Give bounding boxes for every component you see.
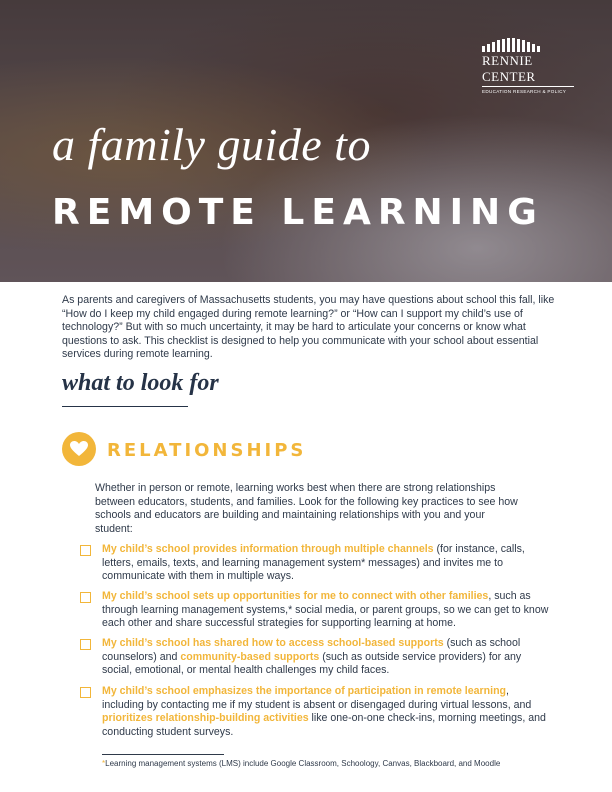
item-text: like one-on-one check-ins, morning meetings, and conducting student surveys.	[102, 712, 546, 738]
footnote-text: Learning management systems (LMS) include Google Classroom, Schoology, Canvas, Blackboard, and Moodle	[105, 759, 501, 768]
item-highlight: community-based supports	[180, 650, 320, 663]
logo-subtitle: EDUCATION RESEARCH & POLICY	[482, 86, 574, 94]
checklist-item	[80, 590, 550, 631]
item-text: , including by contacting me if my student is absent or disengaged during virtual lessons, and	[102, 685, 532, 711]
section-heading: what to look for	[62, 370, 219, 396]
item-text: (such as outside service providers) for any social, emotional, or mental health challenges my child faces.	[102, 650, 522, 677]
footnote-rule	[102, 754, 224, 755]
rennie-center-logo	[482, 38, 574, 94]
checkbox[interactable]	[80, 687, 91, 698]
item-highlight: My child’s school has shared how to access school-based supports	[102, 637, 444, 649]
footnote	[102, 759, 500, 768]
title-caps: REMOTE LEARNING	[52, 192, 544, 233]
title-script: a family guide to	[52, 119, 371, 170]
relationships-intro: Whether in person or remote, learning works best when there are strong relationships between educators, students, and families. Look for the following key practices to see how schools and educators are building and maintaining relationships with you and your student:	[95, 482, 518, 535]
item-highlight: prioritizes relationship-building activities	[102, 712, 309, 725]
checkbox[interactable]	[80, 639, 91, 650]
intro-paragraph: As parents and caregivers of Massachusetts students, you may have questions about school this fall, like “How do I keep my child engaged during remote learning?” or “How can I support my child’s use of technology?” But with so much uncertainty, it may be hard to articulate your concerns or know what questions to ask. This checklist is designed to help you communicate with your school about essential services during remote learning.	[62, 294, 555, 361]
footnote-star: *	[102, 759, 106, 768]
item-highlight: My child’s school provides information through multiple channels	[102, 543, 434, 555]
checkbox[interactable]	[80, 545, 91, 556]
item-highlight: My child’s school sets up opportunities for me to connect with other families	[102, 590, 489, 602]
logo-columns-graphic	[482, 38, 574, 52]
hero-photo	[0, 0, 612, 282]
heart-icon	[70, 441, 88, 457]
section-underline	[62, 406, 188, 407]
item-text: (such as school counselors) and	[102, 637, 521, 663]
logo-name: RENNIE CENTER	[482, 53, 536, 84]
item-text: (for instance, calls, letters, emails, texts, and learning management system* messages) and invites me to communicate with them in multiple ways.	[102, 543, 525, 583]
item-highlight: My child’s school emphasizes the importance of participation in remote learning	[102, 685, 507, 697]
relationships-heading: RELATIONSHIPS	[107, 440, 307, 461]
checklist-item	[80, 543, 550, 584]
checklist-item	[80, 685, 550, 739]
item-text: , such as through learning management systems,* social media, or parent groups, so we can get to know each other and share successful strategies for supporting learning at home.	[102, 590, 549, 630]
checklist-item	[80, 637, 550, 678]
checkbox[interactable]	[80, 592, 91, 603]
relationships-badge	[62, 432, 96, 466]
